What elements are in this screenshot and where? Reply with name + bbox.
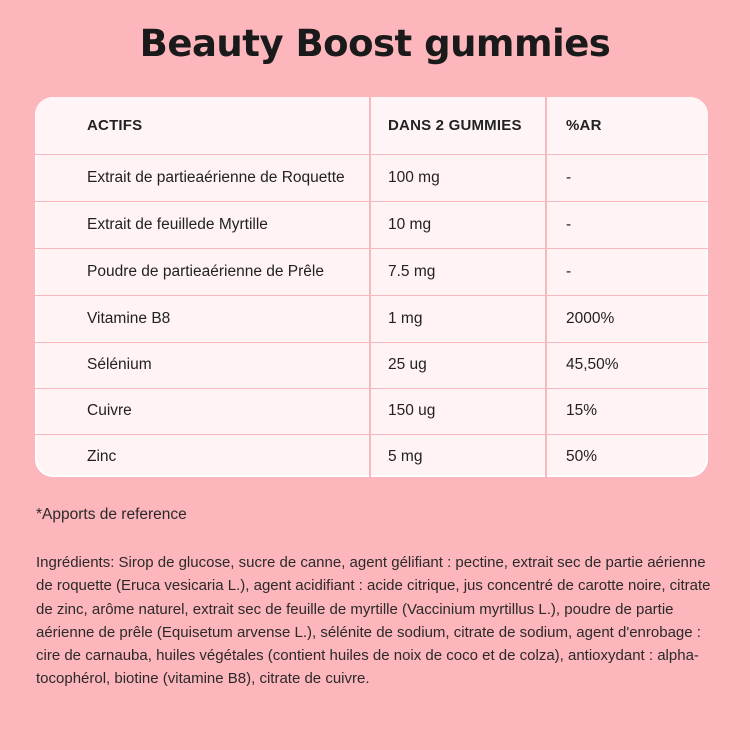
- row-ar: -: [566, 263, 572, 281]
- table-row: [35, 297, 708, 344]
- row-actif: Sélénium: [87, 355, 152, 373]
- column-divider: [369, 97, 371, 477]
- table-row: [35, 250, 708, 297]
- row-actif: Poudre de partieaérienne de Prêle: [87, 263, 324, 281]
- footnote: *Apports de reference: [36, 506, 187, 523]
- row-dose: 1 mg: [388, 310, 423, 328]
- row-ar: -: [566, 216, 572, 234]
- table-row: [35, 388, 708, 435]
- header-dose: DANS 2 GUMMIES: [388, 117, 522, 134]
- row-actif: Zinc: [87, 447, 117, 465]
- row-dose: 10 mg: [388, 216, 432, 234]
- row-ar: 50%: [566, 447, 598, 465]
- table-row: [35, 342, 708, 389]
- header-ar: %AR: [566, 117, 602, 134]
- row-actif: Vitamine B8: [87, 310, 171, 328]
- row-dose: 25 ug: [388, 355, 427, 373]
- table-row: [35, 203, 708, 250]
- row-dose: 100 mg: [388, 169, 440, 187]
- row-actif: Extrait de partieaérienne de Roquette: [87, 169, 345, 187]
- table-header-row: [35, 97, 708, 155]
- header-actifs: ACTIFS: [87, 117, 143, 134]
- row-ar: 15%: [566, 401, 598, 419]
- ingredients-text: Ingrédients: Sirop de glucose, sucre de canne, agent gélifiant : pectine, extrait sec de partie aérienne de roquette (Eruca vesicaria L.), agent acidifiant : acide citrique, jus concentré de carotte noire, citrate de zinc, arôme naturel, extrait sec de feuille de myrtille (Vaccinium myrtillus L.), poudre de partie aérienne de prêle (Equisetum arvense L.), sélénite de sodium, citrate de sodium, agent d'enrobage : cire de carnauba, huiles végétales (contient huiles de noix de coco et de colza), antioxydant : alpha-tocophérol, biotine (vitamine B8), citrate de cuivre.: [36, 554, 711, 688]
- row-dose: 7.5 mg: [388, 263, 436, 281]
- row-actif: Extrait de feuillede Myrtille: [87, 216, 268, 234]
- nutrition-table: [35, 97, 708, 477]
- row-ar: 45,50%: [566, 355, 619, 373]
- page-title: Beauty Boost gummies: [139, 22, 611, 65]
- table-row: [35, 156, 708, 203]
- row-ar: 2000%: [566, 310, 615, 328]
- row-actif: Cuivre: [87, 401, 132, 419]
- column-divider: [545, 97, 547, 477]
- row-dose: 150 ug: [388, 401, 436, 419]
- row-dose: 5 mg: [388, 447, 423, 465]
- table-row: [35, 434, 708, 477]
- row-ar: -: [566, 169, 572, 187]
